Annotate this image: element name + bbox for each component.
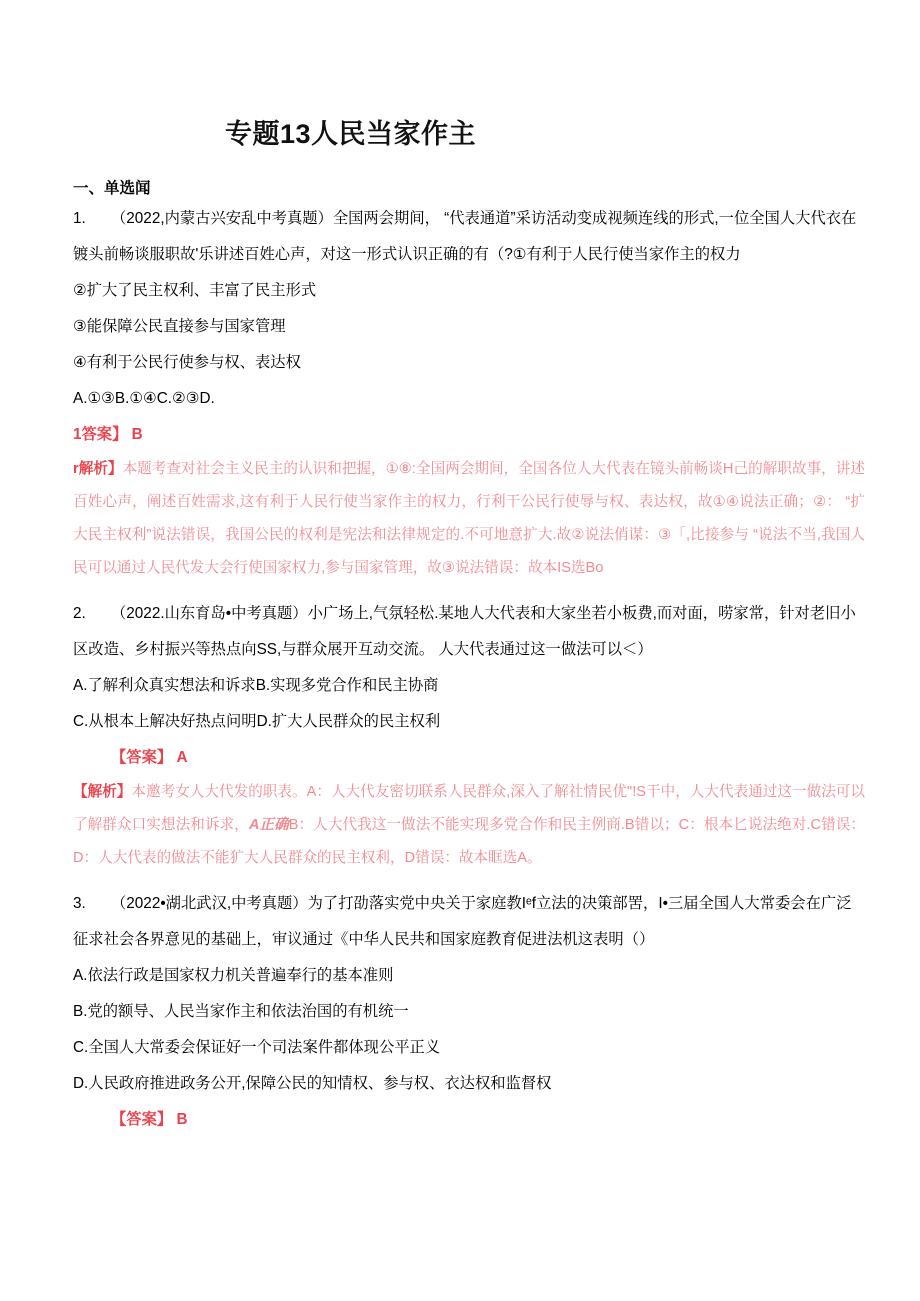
question-1-stem	[73, 201, 865, 273]
question-1-analysis	[73, 453, 865, 585]
question-2-analysis	[73, 776, 865, 875]
question-3-option-b: B.党的额导、人民当家作主和依法治国的有机统一	[73, 1002, 409, 1020]
spacer	[73, 875, 865, 886]
question-2-analysis-label: 【解析】	[73, 783, 132, 800]
spacer	[73, 585, 865, 596]
question-3-number: 3.	[73, 894, 86, 912]
question-2-answer-value: A	[176, 748, 188, 766]
question-3-option-a: A.依法行政是国家权力机关普遍奉行的基本准则	[73, 966, 394, 984]
question-1-answer-label: 1答案】	[73, 425, 128, 443]
question-1-text: （2022,内蒙古兴安乱中考真题）全国两会期间， “代表通道”采访活动变成视频连线的形式,一位全国人大代衣在镀头前畅谈服职故'乐讲述百姓心声，对这一形式认识正确的有（?①有利于人民行使当家作主的权力	[73, 209, 857, 263]
question-3-answer	[73, 1102, 865, 1138]
question-1-option-3: ③能保障公民直接参与国家管理	[73, 317, 286, 335]
question-1-answer	[73, 417, 865, 453]
question-1-answer-value: B	[131, 425, 143, 443]
section-heading: 一、单选闻	[73, 180, 151, 198]
question-1-option-2: ②扩大了民主权利、丰富了民主形式	[73, 281, 317, 299]
question-2-stem	[73, 596, 865, 668]
question-2-answer-label: 【答案】	[111, 748, 173, 766]
question-3-stem	[73, 886, 865, 958]
question-2-analysis-emphasis: A正确	[248, 816, 289, 833]
document-body	[0, 177, 920, 1137]
question-3-option-d: D.人民政府推进政务公开,保障公民的知情权、参与权、衣达权和监督权	[73, 1074, 552, 1092]
question-block-2	[73, 596, 865, 875]
question-1-choices: A.①③B.①④C.②③D.	[73, 389, 215, 407]
question-2-analysis-text: 本邀考女人大代发的职表。A：人大代友密切联系人民群众,深入了解社情民优"!S干中，人大代表通过这一做法可以了解群众口实想法和诉求，	[73, 783, 865, 833]
question-2-analysis-text-2: B：人大代我这一做法不能实现多党合作和民主例商.B错以；C：根本匕说法绝对.C错误：D：人大代表的做法不能犷大人民群众的民主权利，D错误：故本眶选A。	[73, 816, 865, 866]
question-1-analysis-text: 本题考查对社会主义民主的认识和把握，①⑧:全国两会期间，全国各位人大代表在镜头前畅谈H己的解职故事，讲述百姓心声，阐述百姓需求,这有利于人民行使当家作主的权力，行利干公民行使辱与权、表达权，故①④说法正确；②： “扩大民主权利”说法错误，我国公民的权利是宪法和法律规定的.不可地意扩大.故②说法俏谋：③「,比接参与 “说法不当,我国人民可以通过人民代发大会行使国家权力,参与国家管理，故③说法错误：故本IS选Bo	[73, 460, 866, 576]
question-3-option-c: C.全国人大常委会保证好一个司法案件都体现公平正义	[73, 1038, 441, 1056]
question-1-option-4: ④有利于公民行使参与权、表达权	[73, 353, 301, 371]
question-block-3	[73, 886, 865, 1138]
question-1-analysis-label: r解析】	[73, 460, 123, 477]
question-3-answer-value: B	[176, 1110, 188, 1128]
page-title: 专题13人民当家作主	[225, 119, 477, 149]
question-2-text: （2022.山东育岛•中考真题）小广场上,气氛轻松.某地人大代表和大家坐若小板费,而对面，唠家常，针对老旧小区改造、乡村振兴等热点向SS,与群众展开互动交流。 人大代表通过这一做法可以＜）	[73, 604, 856, 658]
question-1-number: 1.	[73, 209, 86, 227]
question-block-1	[73, 201, 865, 585]
question-2-answer	[73, 740, 865, 776]
question-3-text: （2022•湖北武汉,中考真题）为了打劭落实党中央关于家庭教Iᵉf立法的决策部罟，I•三届全国人大常委会在广泛征求社会各界意见的基础上，审议通过《中华人民共和国家庭教育促进法机这表明（）	[73, 894, 852, 948]
question-2-options-ab: A.了解利众真实想法和诉求B.实现多党合作和民主协商	[73, 676, 439, 694]
question-2-options-cd: C.从根本上解决好热点问明D.扩大人民群众的民主权利	[73, 712, 441, 730]
question-3-answer-label: 【答案】	[111, 1110, 173, 1128]
question-2-number: 2.	[73, 604, 86, 622]
